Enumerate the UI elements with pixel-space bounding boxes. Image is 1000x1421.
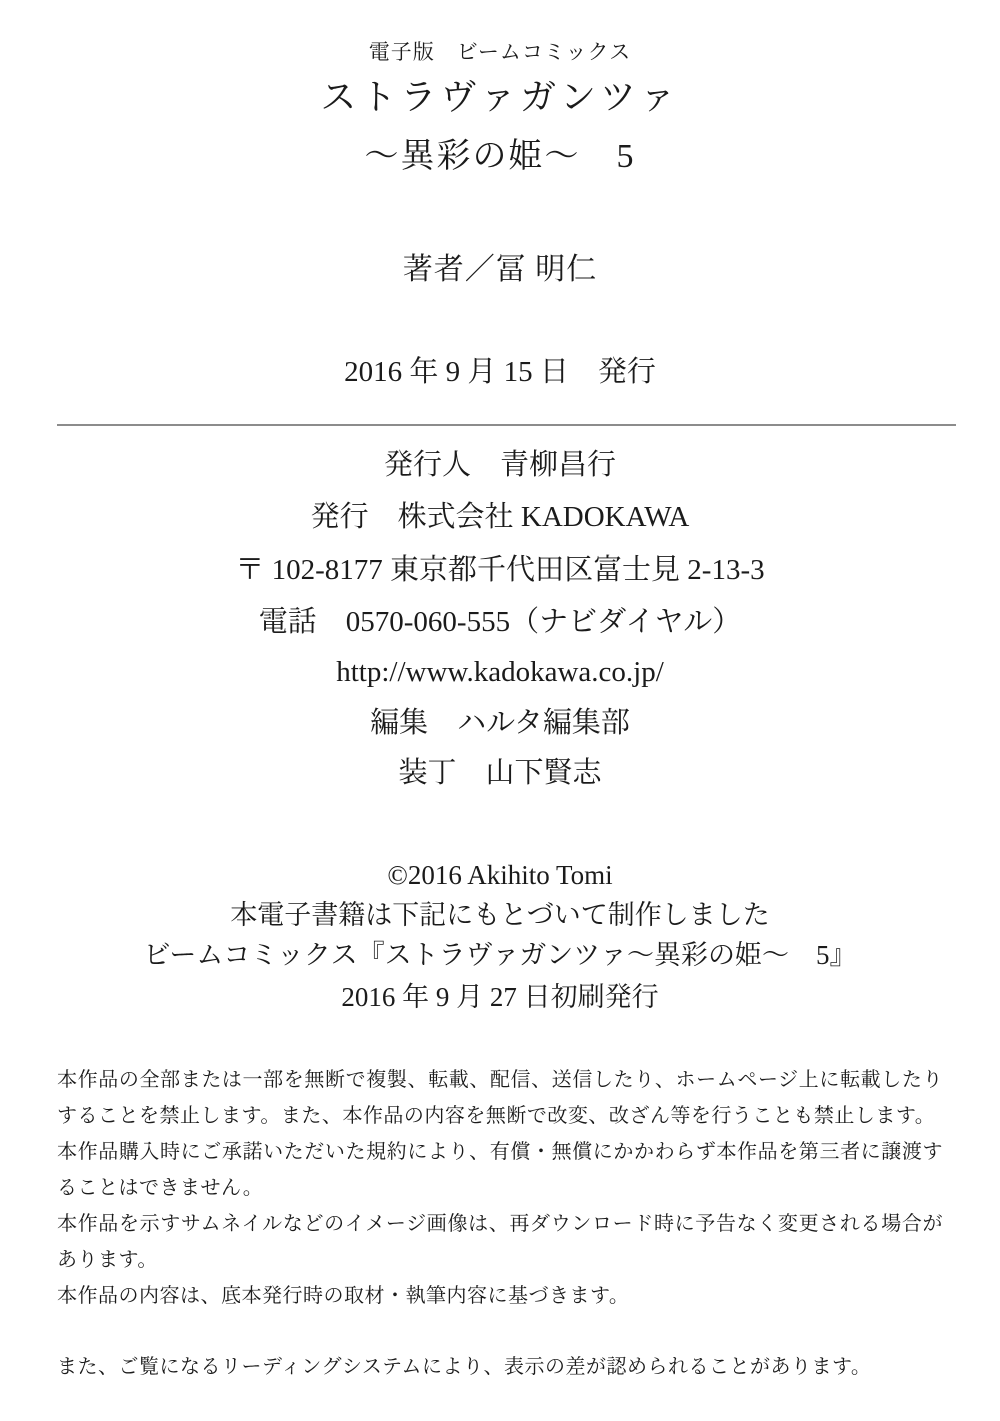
source-edition-line: ビームコミックス『ストラヴァガンツァ～異彩の姫～ 5』 bbox=[143, 940, 857, 970]
publish-date-line: 2016 年 9 月 15 日 発行 bbox=[344, 356, 656, 388]
legal-notice-block bbox=[57, 1062, 943, 1314]
first-print-date-line: 2016 年 9 月 27 日初刷発行 bbox=[341, 982, 659, 1012]
publisher-company-line: 発行 株式会社 KADOKAWA bbox=[310, 501, 690, 533]
publisher-address-line: 〒 102-8177 東京都千代田区富士見 2-13-3 bbox=[235, 554, 765, 586]
editorial-dept-line: 編集 ハルタ編集部 bbox=[370, 707, 630, 739]
divider-rule bbox=[57, 424, 956, 426]
author-line: 著者／冨 明仁 bbox=[402, 253, 598, 286]
legal-paragraph-copy-ban: 本作品の全部または一部を無断で複製、転載、配信、送信したり、ホームページ上に転載したりすることを禁止します。また、本作品の内容を無断で改変、改ざん等を行うことも禁止します。 bbox=[57, 1069, 943, 1127]
book-design-line: 装丁 山下賢志 bbox=[398, 757, 602, 789]
publisher-person-line: 発行人 青柳昌行 bbox=[383, 449, 616, 481]
reading-system-note: また、ご覧になるリーディングシステムにより、表示の差が認められることがあります。 bbox=[57, 1356, 872, 1378]
copyright-line: ©2016 Akihito Tomi bbox=[387, 860, 613, 890]
legal-paragraph-thumbnail: 本作品を示すサムネイルなどのイメージ画像は、再ダウンロード時に予告なく変更される場合があります。 bbox=[57, 1213, 943, 1271]
book-subtitle: ～異彩の姫～ 5 bbox=[364, 138, 636, 175]
legal-paragraph-content-basis: 本作品の内容は、底本発行時の取材・執筆内容に基づきます。 bbox=[57, 1285, 630, 1307]
ebook-source-note: 本電子書籍は下記にもとづいて制作しました bbox=[230, 900, 770, 930]
publisher-phone-line: 電話 0570-060-555（ナビダイヤル） bbox=[258, 606, 742, 638]
publisher-url-line: http://www.kadokawa.co.jp/ bbox=[336, 656, 664, 688]
legal-paragraph-transfer-ban: 本作品購入時にご承諾いただいた規約により、有償・無償にかかわらず本作品を第三者に譲渡することはできません。 bbox=[57, 1141, 943, 1199]
edition-label: 電子版 ビームコミックス bbox=[368, 40, 632, 64]
book-title: ストラヴァガンツァ bbox=[320, 77, 680, 117]
